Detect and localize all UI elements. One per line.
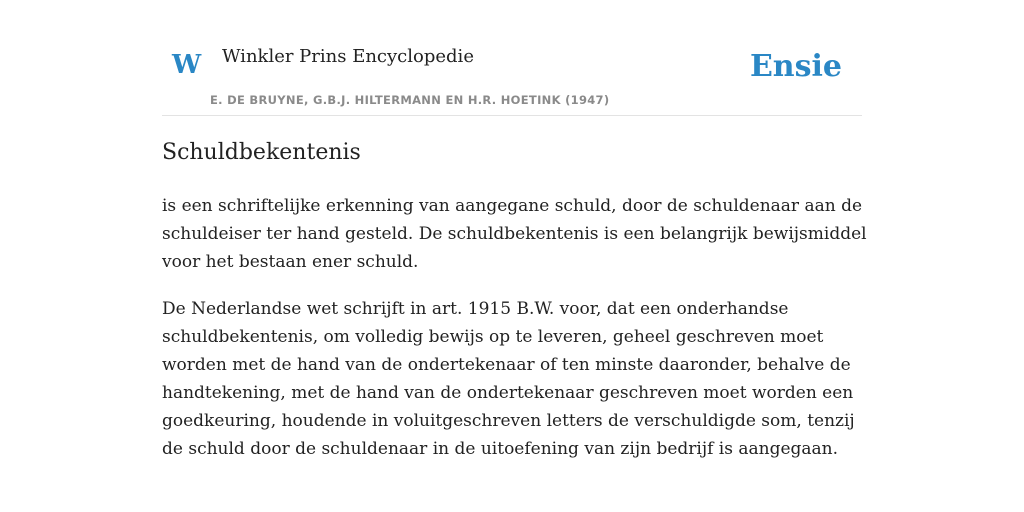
article-paragraph: is een schriftelijke erkenning van aangegane schuld, door de schuldenaar aan de schuldeiser ter hand gesteld. De schuldbekentenis is een belangrijk bewijsmiddel voor het bestaan ener schuld.: [162, 196, 867, 272]
article-body: [162, 192, 868, 482]
winkler-prins-logo[interactable]: W: [172, 50, 202, 80]
header: [162, 0, 862, 116]
site-title[interactable]: Winkler Prins Encyclopedie: [222, 46, 474, 67]
authors-line: E. DE BRUYNE, G.B.J. HILTERMANN EN H.R. HOETINK (1947): [210, 93, 610, 107]
ensie-logo[interactable]: Ensie: [749, 49, 842, 84]
article-title: Schuldbekentenis: [162, 140, 361, 165]
page-container: [162, 0, 867, 512]
article-paragraph: De Nederlandse wet schrijft in art. 1915 B.W. voor, dat een onderhandse schuldbekentenis, om volledig bewijs op te leveren, geheel geschreven moet worden met de hand van de ondertekenaar of ten minste daaronder, behalve de handtekening, met de hand van de ondertekenaar geschreven moet worden een goedkeuring, houdende in voluitgeschreven letters de verschuldigde som, tenzij de schuld door de schuldenaar in de uitoefening van zijn bedrijf is aangegaan.: [162, 299, 855, 459]
